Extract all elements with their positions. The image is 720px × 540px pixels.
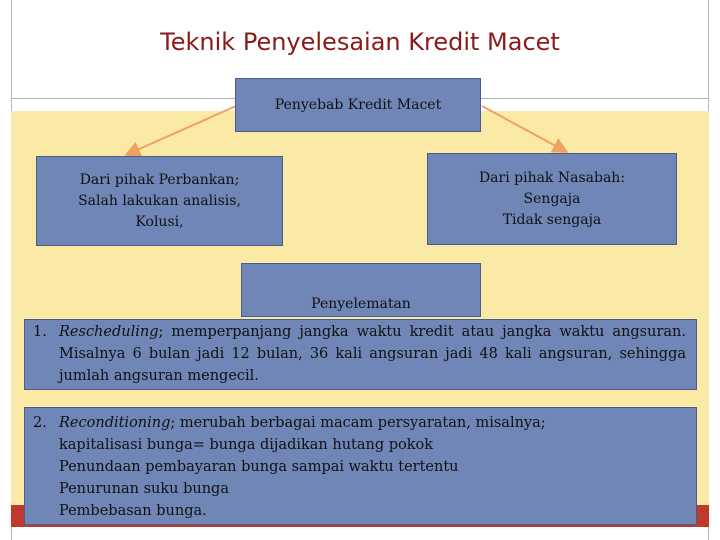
- bank-side-line: Kolusi,: [135, 213, 184, 230]
- list-text: ; memperpanjang jangka waktu kredit atau jangka waktu angsuran. Misalnya 6 bulan jadi 12 bulan, 36 kali angsuran jadi 48 kali angsuran, sehingga jumlah angsuran mengecil.: [59, 324, 686, 384]
- list-item-reconditioning: [24, 407, 697, 525]
- arrow-to-left: [128, 106, 236, 154]
- root-node-label: Penyebab Kredit Macet: [274, 96, 442, 113]
- rescue-node-label: Penyelematan: [311, 295, 411, 312]
- root-node: [235, 78, 481, 132]
- slide-title: Teknik Penyelesaian Kredit Macet: [160, 28, 560, 56]
- customer-side-line: Dari pihak Nasabah:: [478, 169, 626, 186]
- rescue-node: [241, 263, 481, 317]
- list-item-rescheduling: [24, 319, 697, 390]
- term-rescheduling: Rescheduling: [59, 324, 159, 340]
- term-reconditioning: Reconditioning: [59, 415, 171, 431]
- sub-line: Penurunan suku bunga: [59, 481, 229, 497]
- list-number: 1.: [33, 324, 47, 340]
- list-text: ; merubah berbagai macam persyaratan, misalnya;: [170, 415, 546, 431]
- customer-side-node: [427, 153, 677, 245]
- customer-side-line: Sengaja: [523, 190, 581, 207]
- sub-line: Pembebasan bunga.: [59, 503, 207, 519]
- bank-side-line: Salah lakukan analisis,: [78, 192, 241, 209]
- sub-line: Penundaan pembayaran bunga sampai waktu tertentu: [59, 459, 459, 475]
- bank-side-line: Dari pihak Perbankan;: [79, 171, 240, 188]
- sub-line: kapitalisasi bunga= bunga dijadikan hutang pokok: [59, 437, 434, 453]
- list-number: 2.: [33, 415, 47, 431]
- customer-side-line: Tidak sengaja: [502, 211, 602, 228]
- bank-side-node: [36, 156, 283, 246]
- arrow-to-right: [482, 106, 565, 151]
